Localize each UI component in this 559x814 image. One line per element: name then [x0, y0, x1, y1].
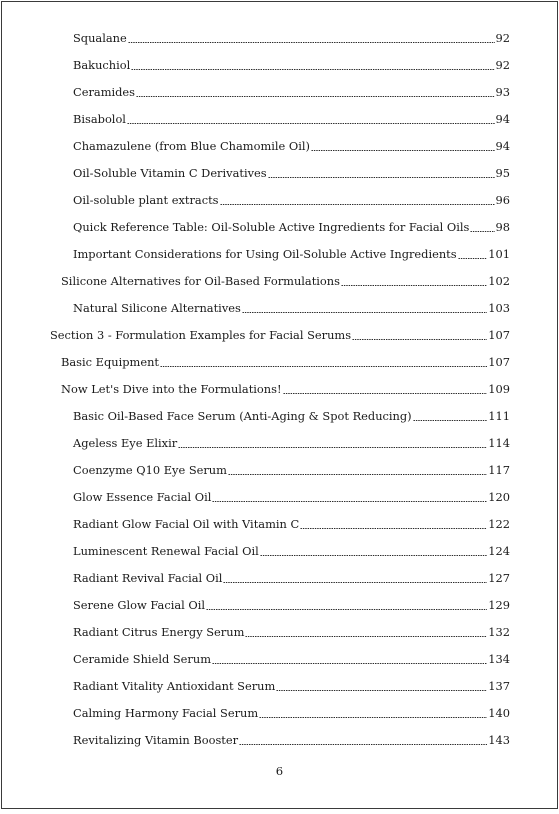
toc-entry[interactable] [2, 592, 557, 619]
toc-entry[interactable] [2, 376, 557, 403]
toc-entry-page: 127 [488, 571, 510, 585]
dot-leader [259, 705, 487, 719]
dot-leader [220, 192, 495, 206]
toc-entry-title: Bakuchiol [73, 58, 131, 72]
toc-entry-page: 93 [495, 85, 510, 99]
toc-entry-page: 137 [488, 679, 510, 693]
dot-leader [268, 165, 495, 179]
toc-entry-page: 107 [488, 328, 510, 342]
toc-entry[interactable] [2, 268, 557, 295]
toc-entry-title: Bisabolol [73, 112, 126, 126]
toc-entry-title: Now Let's Dive into the Formulations! [61, 382, 282, 396]
table-of-contents [2, 25, 557, 754]
toc-entry[interactable] [2, 457, 557, 484]
toc-entry[interactable] [2, 403, 557, 430]
toc-entry-title: Revitalizing Vitamin Booster [73, 733, 239, 747]
dot-leader [212, 489, 487, 503]
toc-entry-page: 94 [495, 139, 510, 153]
toc-entry[interactable] [2, 52, 557, 79]
dot-leader [413, 408, 488, 422]
toc-entry[interactable] [2, 322, 557, 349]
dot-leader [178, 435, 487, 449]
toc-entry-title: Coenzyme Q10 Eye Serum [73, 463, 227, 477]
toc-entry-title: Radiant Citrus Energy Serum [73, 625, 245, 639]
toc-entry-title: Radiant Glow Facial Oil with Vitamin C [73, 517, 300, 531]
toc-entry-title: Radiant Revival Facial Oil [73, 571, 223, 585]
toc-entry-page: 103 [488, 301, 510, 315]
dot-leader [311, 138, 495, 152]
toc-entry-title: Quick Reference Table: Oil-Soluble Active Ingredients for Facial Oils [73, 220, 470, 234]
toc-entry[interactable] [2, 187, 557, 214]
dot-leader [276, 678, 487, 692]
dot-leader [352, 327, 487, 341]
toc-entry-title: Squalane [73, 31, 127, 45]
toc-entry-page: 140 [488, 706, 510, 720]
toc-entry-title: Calming Harmony Facial Serum [73, 706, 259, 720]
toc-entry[interactable] [2, 133, 557, 160]
dot-leader [239, 732, 487, 746]
dot-leader [128, 30, 495, 44]
toc-entry[interactable] [2, 565, 557, 592]
dot-leader [242, 300, 487, 314]
dot-leader [458, 246, 488, 260]
toc-entry-title: Section 3 - Formulation Examples for Facial Serums [50, 328, 352, 342]
toc-entry[interactable] [2, 79, 557, 106]
toc-entry-page: 102 [488, 274, 510, 288]
toc-entry-title: Ceramide Shield Serum [73, 652, 211, 666]
toc-entry-title: Chamazulene (from Blue Chamomile Oil) [73, 139, 310, 153]
toc-entry[interactable] [2, 727, 557, 754]
document-page [1, 1, 558, 809]
toc-entry[interactable] [2, 349, 557, 376]
toc-entry-page: 98 [495, 220, 510, 234]
dot-leader [260, 543, 488, 557]
toc-entry-title: Oil-Soluble Vitamin C Derivatives [73, 166, 267, 180]
dot-leader [300, 516, 487, 530]
toc-entry-title: Ceramides [73, 85, 136, 99]
dot-leader [131, 57, 494, 71]
toc-entry[interactable] [2, 241, 557, 268]
toc-entry[interactable] [2, 106, 557, 133]
toc-entry-page: 134 [488, 652, 510, 666]
toc-entry-page: 117 [488, 463, 510, 477]
toc-entry-title: Important Considerations for Using Oil-Soluble Active Ingredients [73, 247, 457, 261]
dot-leader [160, 354, 487, 368]
toc-entry-title: Oil-soluble plant extracts [73, 193, 219, 207]
toc-entry[interactable] [2, 700, 557, 727]
toc-entry-page: 124 [488, 544, 510, 558]
toc-entry[interactable] [2, 160, 557, 187]
dot-leader [136, 84, 494, 98]
toc-entry[interactable] [2, 673, 557, 700]
toc-entry-title: Radiant Vitality Antioxidant Serum [73, 679, 276, 693]
dot-leader [228, 462, 487, 476]
toc-entry-title: Basic Oil-Based Face Serum (Anti-Aging & Spot Reducing) [73, 409, 412, 423]
dot-leader [223, 570, 487, 584]
toc-entry-title: Silicone Alternatives for Oil-Based Formulations [61, 274, 340, 288]
toc-entry-page: 143 [488, 733, 510, 747]
dot-leader [283, 381, 488, 395]
toc-entry-page: 107 [488, 355, 510, 369]
dot-leader [127, 111, 495, 125]
toc-entry-page: 94 [495, 112, 510, 126]
toc-entry[interactable] [2, 646, 557, 673]
toc-entry[interactable] [2, 214, 557, 241]
toc-entry-page: 96 [495, 193, 510, 207]
dot-leader [212, 651, 487, 665]
toc-entry-page: 122 [488, 517, 510, 531]
toc-entry-page: 95 [495, 166, 510, 180]
toc-entry-page: 111 [488, 409, 510, 423]
toc-entry-page: 101 [488, 247, 510, 261]
toc-entry-page: 129 [488, 598, 510, 612]
toc-entry[interactable] [2, 295, 557, 322]
dot-leader [206, 597, 487, 611]
toc-entry-page: 132 [488, 625, 510, 639]
toc-entry-title: Basic Equipment [61, 355, 159, 369]
toc-entry[interactable] [2, 25, 557, 52]
toc-entry[interactable] [2, 430, 557, 457]
page-number: 6 [275, 764, 284, 778]
toc-entry[interactable] [2, 619, 557, 646]
toc-entry-title: Luminescent Renewal Facial Oil [73, 544, 259, 558]
toc-entry[interactable] [2, 511, 557, 538]
toc-entry[interactable] [2, 538, 557, 565]
toc-entry-page: 114 [488, 436, 510, 450]
dot-leader [470, 219, 494, 233]
toc-entry-title: Serene Glow Facial Oil [73, 598, 206, 612]
toc-entry[interactable] [2, 484, 557, 511]
toc-entry-title: Ageless Eye Elixir [73, 436, 178, 450]
toc-entry-page: 92 [495, 58, 510, 72]
toc-entry-page: 120 [488, 490, 510, 504]
toc-entry-page: 92 [495, 31, 510, 45]
dot-leader [245, 624, 487, 638]
toc-entry-title: Natural Silicone Alternatives [73, 301, 241, 315]
dot-leader [341, 273, 487, 287]
toc-entry-page: 109 [488, 382, 510, 396]
toc-entry-title: Glow Essence Facial Oil [73, 490, 212, 504]
